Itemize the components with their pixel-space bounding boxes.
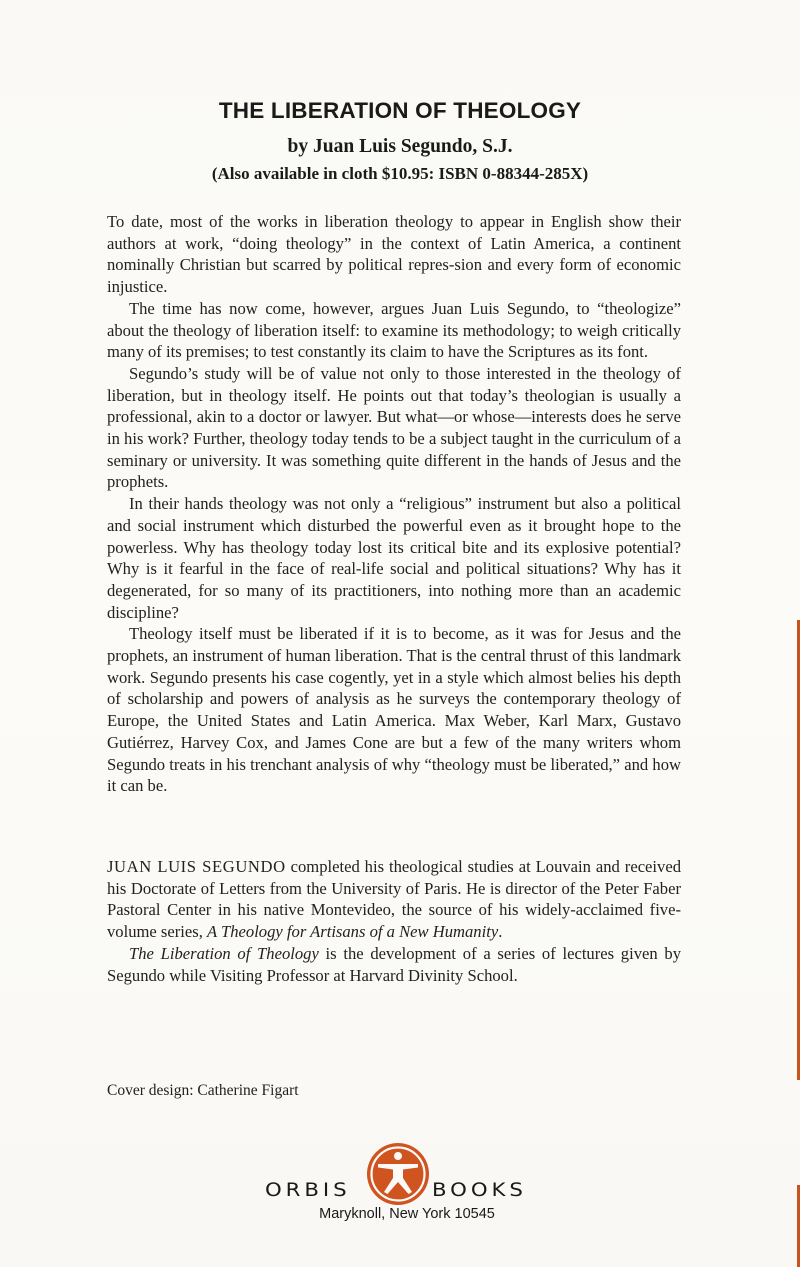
bio-text: is the development of a series of lectures given by Segundo while Visiting Professor at Harvard Divinity School. xyxy=(107,943,681,985)
description-paragraph: To date, most of the works in liberation theology to appear in English show their authors at work, “doing theology” in the context of Latin America, a continent nominally Christian but scarred by political repres-sion and every form of economic injustice. xyxy=(107,212,681,297)
bio-paragraph xyxy=(107,856,681,943)
author-name-caps: JUAN LUIS SEGUNDO xyxy=(107,857,286,876)
publisher-name-right: BOOKS xyxy=(432,1179,527,1201)
book-title: THE LIBERATION OF THEOLOGY xyxy=(218,98,582,123)
cloth-edition-note: (Also available in cloth $10.95: ISBN 0-88344-285X) xyxy=(211,164,589,183)
book-title-italic: The Liberation of Theology xyxy=(129,943,319,963)
orbis-logo-icon xyxy=(366,1142,430,1206)
cover-design-credit: Cover design: Catherine Figart xyxy=(107,1082,299,1099)
publisher-address: Maryknoll, New York 10545 xyxy=(319,1206,495,1222)
description-paragraph: Segundo’s study will be of value not only to those interested in the theology of liberation, but in theology itself. He points out that today’s theologian is usually a professional, akin to a doctor or lawyer. But what—or whose—interests does he serve in his work? Further, theology today tends to be a subject taught in the curriculum of a seminary or university. It was something quite different in the hands of Jesus and the prophets. xyxy=(107,363,681,492)
author-byline: by Juan Luis Segundo, S.J. xyxy=(287,136,513,157)
book-description xyxy=(107,211,681,797)
author-bio xyxy=(107,856,681,986)
bio-text-end: . xyxy=(498,922,503,942)
description-paragraph: Theology itself must be liberated if it is to become, as it was for Jesus and the prophets, an instrument of human liberation. That is the central thrust of this landmark work. Segundo presents his case cogently, yet in a style which almost belies his depth of scholarship and powers of analysis as he surveys the contemporary theology of Europe, the United States and Latin America. Max Weber, Karl Marx, Gustavo Gutiérrez, Harvey Cox, and James Cone are but a few of the many writers whom Segundo treats in his trenchant analysis of why “theology must be liberated,” and how it can be. xyxy=(107,624,681,796)
bio-paragraph xyxy=(107,943,681,986)
description-paragraph: The time has now come, however, argues Juan Luis Segundo, to “theologize” about the theology of liberation itself: to examine its methodology; to weigh critically many of its premises; to test constantly its claim to have the Scriptures as its font. xyxy=(107,298,681,362)
description-paragraph: In their hands theology was not only a “religious” instrument but also a political and social instrument which disturbed the powerful even as it brought hope to the powerless. Why has theology today lost its critical bite and its explosive potential? Why is it fearful in the face of real-life social and political situations? Why has it degenerated, for so many of its practitioners, into nothing more than an academic discipline? xyxy=(107,494,681,622)
publisher-name-left: ORBIS xyxy=(265,1179,351,1201)
series-title: A Theology for Artisans of a New Humanity xyxy=(207,922,499,942)
bio-text: completed his theological studies at Louvain and received his Doctorate of Letters from the University of Paris. He is director of the Peter Faber Pastoral Center in his native Montevideo, the source of his widely-acclaimed five-volume series, xyxy=(107,857,681,942)
